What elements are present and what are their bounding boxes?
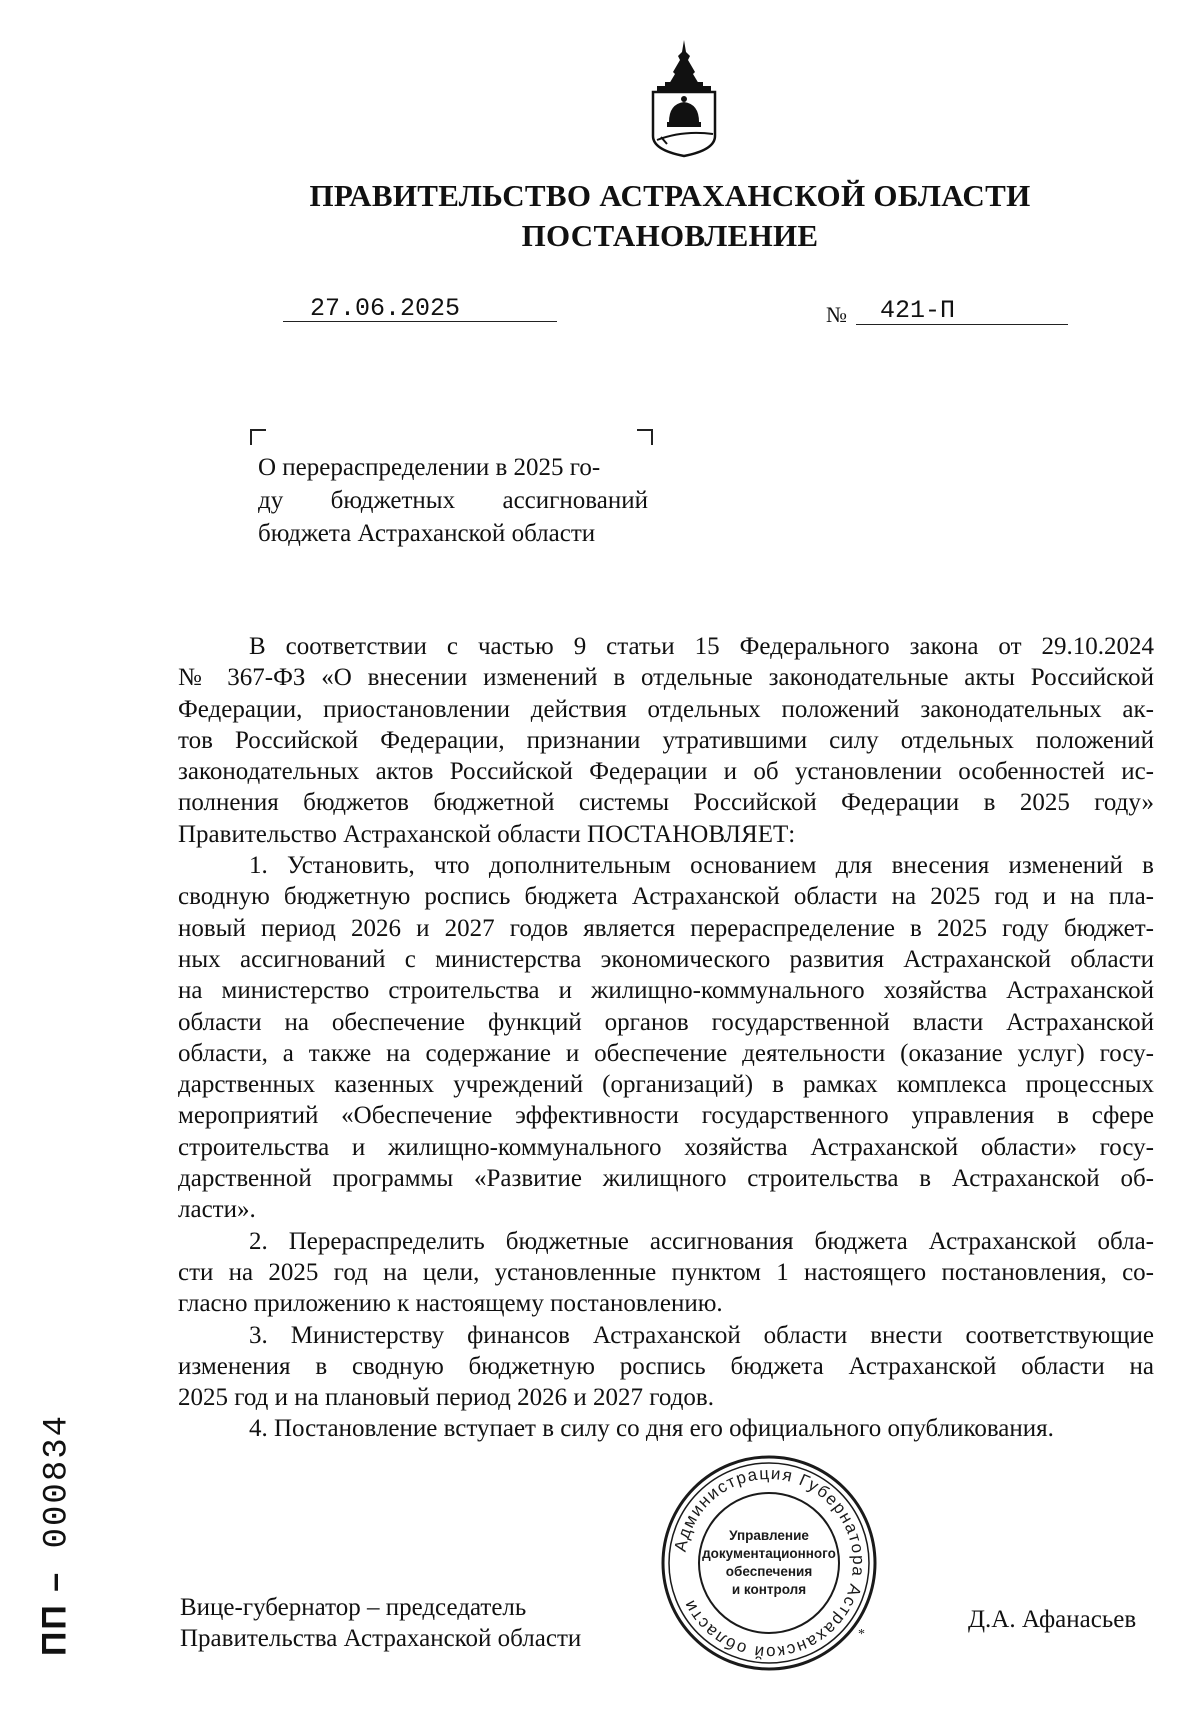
document-subject: [258, 451, 648, 550]
body-line: законодательных актов Российской Федерации и об установлении особенностей ис-: [178, 758, 1154, 786]
stamp-center-line: обеспечения: [725, 1564, 813, 1579]
subject-line: ду бюджетных ассигнований: [258, 487, 648, 514]
body-line: области, а также на содержание и обеспечение деятельности (оказание услуг) госу-: [178, 1039, 1154, 1067]
svg-text:*: *: [858, 1627, 865, 1642]
body-line: мероприятий «Обеспечение эффективности государственного управления в сфере: [178, 1102, 1154, 1130]
registration-prefix: ПП –: [35, 1570, 74, 1657]
stamp-center-line: Управление: [729, 1528, 809, 1543]
body-line: новый период 2026 и 2027 годов является перераспределение в 2025 году бюджет-: [178, 914, 1154, 942]
body-line: дарственных казенных учреждений (организаций) в рамках комплекса процессных: [178, 1071, 1154, 1099]
subject-line: бюджета Астраханской области: [258, 520, 596, 547]
body-line: Правительство Астраханской области ПОСТАНОВЛЯЕТ:: [178, 820, 796, 848]
registration-code: 000834: [38, 1413, 77, 1549]
document-number: 421-П: [880, 296, 956, 325]
body-line: 3. Министерству финансов Астраханской области внести соответствующие: [249, 1321, 1154, 1349]
number-underline: [856, 324, 1068, 325]
subject-bracket-left: [250, 429, 266, 445]
subject-bracket-right: [637, 429, 653, 445]
document-type-title: ПОСТАНОВЛЕНИЕ: [521, 218, 819, 253]
signatory-name: Д.А. Афанасьев: [968, 1606, 1137, 1633]
stamp-ring-text: Администрация Губернатора Астраханской области: [670, 1463, 869, 1663]
official-stamp-seal: [658, 1452, 880, 1674]
body-line: области на обеспечение функций органов государственной власти Астраханской: [178, 1008, 1154, 1036]
document-date: 27.06.2025: [310, 294, 461, 323]
body-line: гласно приложению к настоящему постановлению.: [178, 1290, 723, 1318]
subject-line: О перераспределении в 2025 го-: [258, 454, 601, 481]
body-line: строительства и жилищно-коммунального хозяйства Астраханской области» госу-: [178, 1133, 1154, 1161]
body-line: ных ассигнований с министерства экономического развития Астраханской области: [178, 945, 1154, 973]
body-line: дарственной программы «Развитие жилищного строительства в Астраханской об-: [178, 1165, 1154, 1193]
registration-number: [28, 1385, 84, 1685]
body-line: тов Российской Федерации, признании утратившими силу отдельных положений: [178, 726, 1154, 754]
body-line: сводную бюджетную роспись бюджета Астраханской области на 2025 год и на пла-: [178, 883, 1154, 911]
signatory-position: Вице-губернатор – председатель Правительства Астраханской области: [180, 1594, 582, 1652]
government-title: ПРАВИТЕЛЬСТВО АСТРАХАНСКОЙ ОБЛАСТИ: [309, 178, 1031, 213]
body-line: ласти».: [178, 1196, 256, 1224]
number-sign: №: [826, 302, 847, 327]
body-line: В соответствии с частью 9 статьи 15 Федерального закона от 29.10.2024: [249, 633, 1154, 660]
body-line: 2. Перераспределить бюджетные ассигнования бюджета Астраханской обла-: [249, 1227, 1154, 1255]
body-line: 2025 год и на плановый период 2026 и 2027 годов.: [178, 1384, 714, 1412]
body-line: сти на 2025 год на цели, установленные пунктом 1 настоящего постановления, со-: [178, 1258, 1154, 1286]
body-line: 4. Постановление вступает в силу со дня его официального опубликования.: [249, 1415, 1054, 1443]
coat-of-arms-emblem: [643, 38, 725, 158]
body-line: № 367-ФЗ «О внесении изменений в отдельные законодательные акты Российской: [178, 664, 1154, 692]
date-underline: [283, 321, 557, 322]
stamp-center-line: и контроля: [731, 1582, 807, 1597]
body-line: на министерство строительства и жилищно-коммунального хозяйства Астраханской: [178, 977, 1154, 1005]
body-line: 1. Установить, что дополнительным основанием для внесения изменений в: [249, 852, 1154, 880]
document-body: [178, 631, 1154, 1445]
body-line: полнения бюджетов бюджетной системы Российской Федерации в 2025 году»: [178, 789, 1154, 817]
stamp-center-line: документационного: [702, 1546, 836, 1561]
body-line: изменения в сводную бюджетную роспись бюджета Астраханской области на: [178, 1352, 1154, 1380]
body-line: Федерации, приостановлении действия отдельных положений законодательных ак-: [178, 695, 1154, 723]
